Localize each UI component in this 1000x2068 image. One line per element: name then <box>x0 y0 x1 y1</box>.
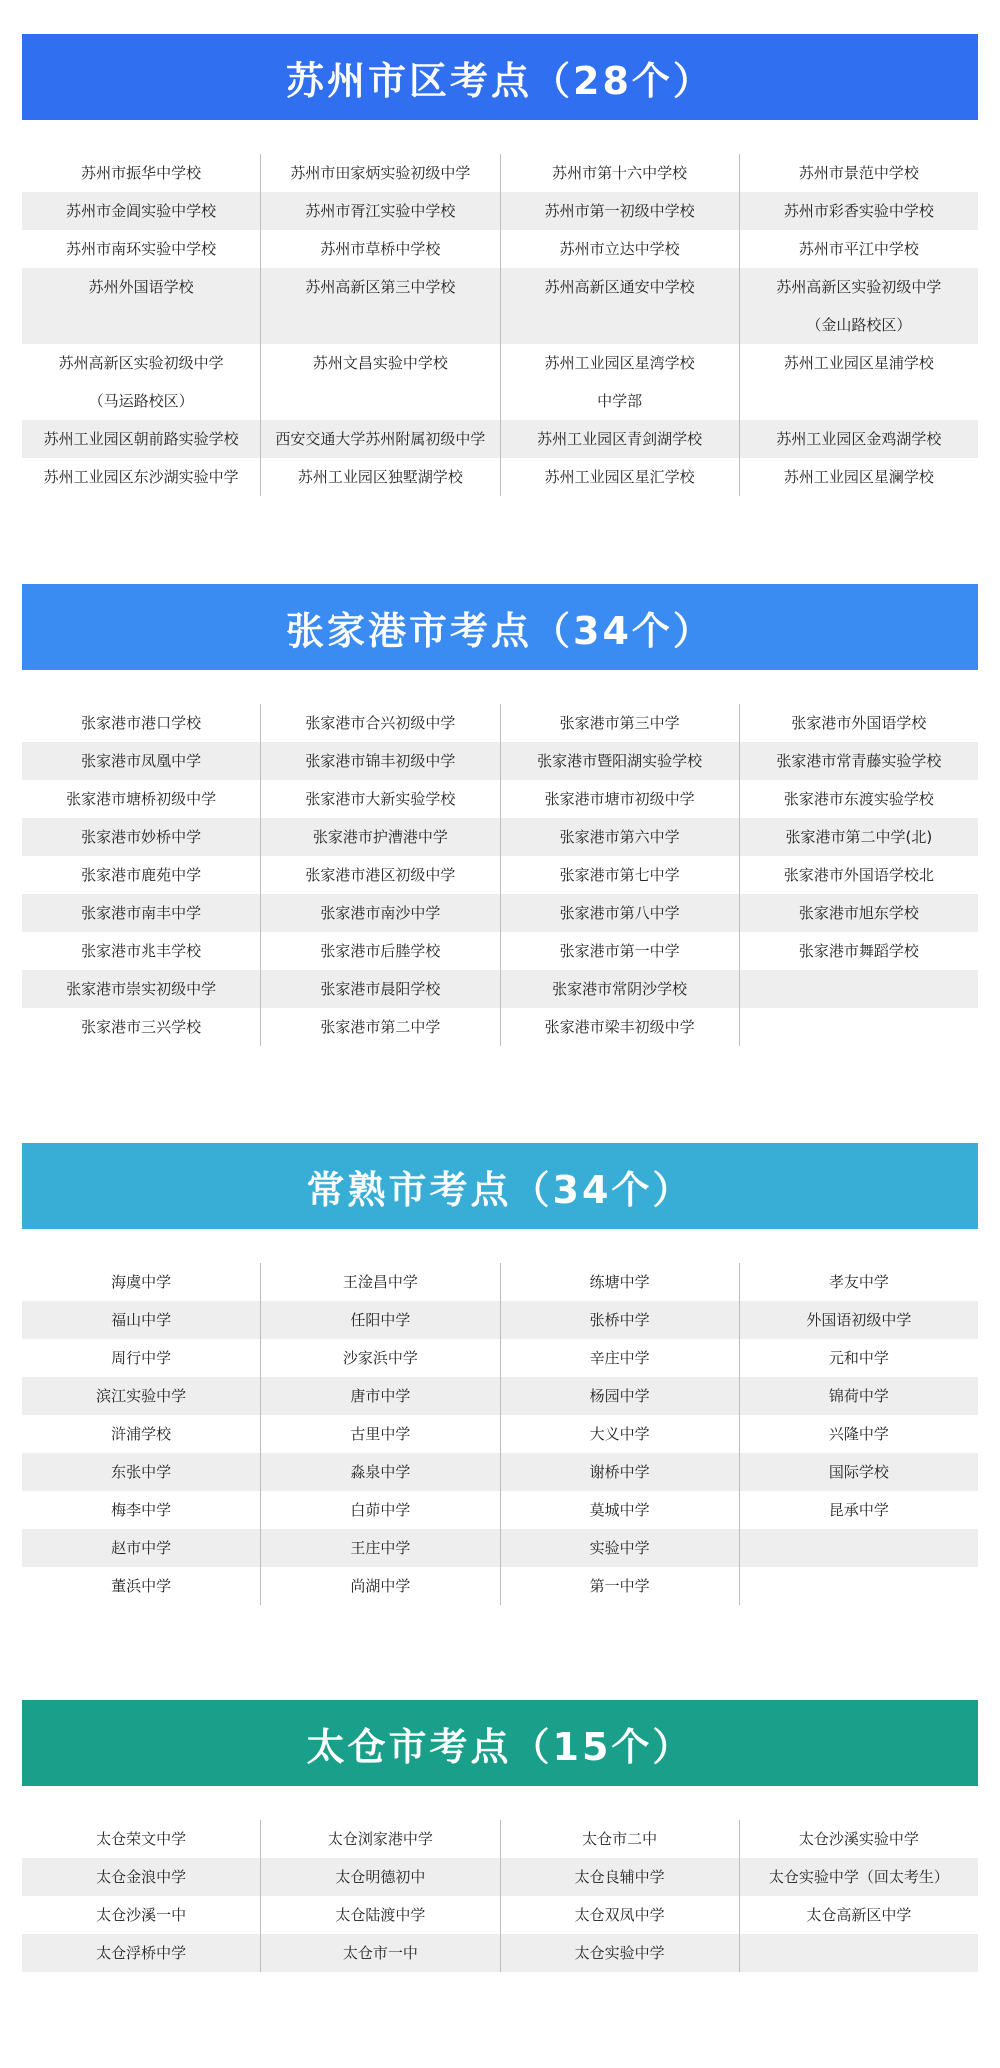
site-cell <box>740 1301 978 1339</box>
site-cell <box>740 268 978 344</box>
site-cell <box>501 1567 739 1605</box>
site-name: 苏州市草桥中学校 <box>320 240 441 258</box>
site-name: 苏州市振华中学校 <box>81 164 202 182</box>
site-name: 辛庄中学 <box>589 1349 650 1367</box>
site-cell <box>740 1858 978 1896</box>
grid-column-3 <box>500 1263 739 1605</box>
site-cell <box>22 420 260 458</box>
site-name: 张家港市港区初级中学 <box>305 866 456 884</box>
site-name: 张家港市梁丰初级中学 <box>544 1018 695 1036</box>
site-name: 苏州工业园区朝前路实验学校 <box>43 430 239 448</box>
site-name: 孝友中学 <box>828 1273 889 1291</box>
site-cell <box>501 1301 739 1339</box>
site-cell <box>501 1896 739 1934</box>
grid-column-1 <box>22 1820 260 1972</box>
site-cell <box>261 742 499 780</box>
site-name: 张家港市大新实验学校 <box>305 790 456 808</box>
section-3 <box>22 1143 978 1605</box>
site-cell <box>22 704 260 742</box>
site-name: 苏州工业园区星湾学校 <box>544 354 695 372</box>
site-name: 张家港市护漕港中学 <box>312 828 448 846</box>
site-name: 张家港市三兴学校 <box>81 1018 202 1036</box>
site-name: 张家港市塘市初级中学 <box>544 790 695 808</box>
site-name: 苏州市胥江实验中学校 <box>305 202 456 220</box>
site-cell <box>501 932 739 970</box>
site-name: 太仓良辅中学 <box>574 1868 665 1886</box>
site-cell <box>22 1529 260 1567</box>
site-cell <box>501 1529 739 1567</box>
site-cell <box>261 1377 499 1415</box>
site-cell <box>501 1820 739 1858</box>
site-name: 苏州市第一初级中学校 <box>544 202 695 220</box>
site-name: 张家港市东渡实验学校 <box>783 790 934 808</box>
site-cell <box>261 344 499 420</box>
site-name: 苏州外国语学校 <box>88 278 194 296</box>
site-cell <box>501 1263 739 1301</box>
site-cell <box>22 268 260 344</box>
site-name: 太仓实验中学 <box>574 1944 665 1962</box>
site-cell <box>261 894 499 932</box>
site-name: 苏州工业园区星汇学校 <box>544 468 695 486</box>
site-name: 王淦昌中学 <box>342 1273 418 1291</box>
site-name: 张家港市第七中学 <box>559 866 680 884</box>
site-cell <box>501 818 739 856</box>
site-cell <box>501 742 739 780</box>
grid-column-2 <box>260 154 499 496</box>
site-cell <box>261 1453 499 1491</box>
site-name: 淼泉中学 <box>350 1463 411 1481</box>
site-name: 张家港市锦丰初级中学 <box>305 752 456 770</box>
site-cell <box>261 704 499 742</box>
section-title-banner: 太仓市考点（15个） <box>22 1700 978 1786</box>
site-name: 张家港市第三中学 <box>559 714 680 732</box>
site-cell <box>501 154 739 192</box>
site-cell <box>261 1567 499 1605</box>
site-cell <box>740 818 978 856</box>
site-cell <box>22 742 260 780</box>
site-name: 张家港市鹿苑中学 <box>81 866 202 884</box>
site-name: 太仓实验中学（回太考生） <box>768 1868 949 1886</box>
site-name: 董浜中学 <box>111 1577 172 1595</box>
site-name: 太仓市二中 <box>582 1830 658 1848</box>
grid-column-1 <box>22 154 260 496</box>
site-name: 太仓沙溪一中 <box>96 1906 187 1924</box>
site-name: 太仓陆渡中学 <box>335 1906 426 1924</box>
site-name: 张家港市第八中学 <box>559 904 680 922</box>
sites-grid <box>22 1263 978 1605</box>
site-name: 沙家浜中学 <box>342 1349 418 1367</box>
site-cell <box>261 1339 499 1377</box>
site-cell <box>22 780 260 818</box>
grid-column-1 <box>22 704 260 1046</box>
site-cell <box>740 1934 978 1972</box>
site-name: 张家港市常青藤实验学校 <box>776 752 942 770</box>
site-cell <box>22 818 260 856</box>
site-name: 苏州工业园区金鸡湖学校 <box>776 430 942 448</box>
site-name: 太仓双凤中学 <box>574 1906 665 1924</box>
site-name: 苏州市金阊实验中学校 <box>66 202 217 220</box>
site-cell <box>501 1415 739 1453</box>
site-cell <box>261 970 499 1008</box>
grid-column-1 <box>22 1263 260 1605</box>
site-name: 苏州高新区实验初级中学 <box>776 278 942 296</box>
site-name: 张家港市暨阳湖实验学校 <box>537 752 703 770</box>
site-name: （马运路校区） <box>88 392 194 410</box>
site-name: 梅李中学 <box>111 1501 172 1519</box>
site-cell <box>22 1896 260 1934</box>
grid-column-2 <box>260 704 499 1046</box>
site-cell <box>740 1896 978 1934</box>
site-cell <box>501 420 739 458</box>
site-cell <box>740 1453 978 1491</box>
site-cell <box>740 704 978 742</box>
site-cell <box>261 1008 499 1046</box>
site-name: 太仓浏家港中学 <box>327 1830 433 1848</box>
site-cell <box>261 1491 499 1529</box>
site-name: 苏州市立达中学校 <box>559 240 680 258</box>
site-cell <box>740 192 978 230</box>
site-name: 苏州市第十六中学校 <box>552 164 688 182</box>
site-cell <box>740 1008 978 1046</box>
site-cell <box>501 780 739 818</box>
site-name: 实验中学 <box>589 1539 650 1557</box>
site-name: 第一中学 <box>589 1577 650 1595</box>
site-cell <box>22 1453 260 1491</box>
section-1 <box>22 34 978 496</box>
site-name: 太仓金浪中学 <box>96 1868 187 1886</box>
site-name: 张家港市旭东学校 <box>798 904 919 922</box>
site-name: 国际学校 <box>828 1463 889 1481</box>
site-name: 张家港市第一中学 <box>559 942 680 960</box>
site-cell <box>740 742 978 780</box>
site-cell <box>261 1934 499 1972</box>
site-name: 张家港市第二中学 <box>320 1018 441 1036</box>
site-cell <box>261 780 499 818</box>
site-cell <box>501 458 739 496</box>
site-cell <box>261 1415 499 1453</box>
site-cell <box>261 1529 499 1567</box>
site-name: 苏州工业园区东沙湖实验中学 <box>43 468 239 486</box>
site-cell <box>740 1529 978 1567</box>
site-name: 张家港市外国语学校 <box>791 714 927 732</box>
site-cell <box>501 1858 739 1896</box>
site-name: 苏州工业园区青剑湖学校 <box>537 430 703 448</box>
sites-grid <box>22 154 978 496</box>
site-name: 外国语初级中学 <box>806 1311 912 1329</box>
site-cell <box>740 154 978 192</box>
section-title-banner: 苏州市区考点（28个） <box>22 34 978 120</box>
site-name: 福山中学 <box>111 1311 172 1329</box>
site-name: 大义中学 <box>589 1425 650 1443</box>
site-name: 苏州文昌实验中学校 <box>312 354 448 372</box>
site-name: 任阳中学 <box>350 1311 411 1329</box>
site-cell <box>22 1820 260 1858</box>
site-cell <box>261 268 499 344</box>
site-name: 王庄中学 <box>350 1539 411 1557</box>
site-name: 太仓荣文中学 <box>96 1830 187 1848</box>
grid-column-4 <box>739 154 978 496</box>
site-cell <box>261 818 499 856</box>
site-name: 张家港市第六中学 <box>559 828 680 846</box>
site-name: 张家港市妙桥中学 <box>81 828 202 846</box>
site-cell <box>740 894 978 932</box>
site-name: 张家港市兆丰学校 <box>81 942 202 960</box>
site-name: 周行中学 <box>111 1349 172 1367</box>
site-cell <box>261 856 499 894</box>
grid-column-4 <box>739 1820 978 1972</box>
site-name: 苏州高新区第三中学校 <box>305 278 456 296</box>
site-name: 苏州工业园区星澜学校 <box>783 468 934 486</box>
site-cell <box>22 192 260 230</box>
site-name: （金山路校区） <box>806 316 912 334</box>
site-name: 太仓市一中 <box>342 1944 418 1962</box>
site-cell <box>22 1934 260 1972</box>
site-cell <box>22 894 260 932</box>
site-cell <box>501 970 739 1008</box>
site-name: 太仓浮桥中学 <box>96 1944 187 1962</box>
site-cell <box>261 458 499 496</box>
site-cell <box>22 1301 260 1339</box>
site-cell <box>501 344 739 420</box>
site-cell <box>22 344 260 420</box>
site-cell <box>261 420 499 458</box>
site-name: 张家港市港口学校 <box>81 714 202 732</box>
section-2 <box>22 584 978 1046</box>
site-cell <box>740 1415 978 1453</box>
site-cell <box>740 780 978 818</box>
site-name: 中学部 <box>597 392 643 410</box>
site-name: 张家港市南丰中学 <box>81 904 202 922</box>
site-name: 张家港市晨阳学校 <box>320 980 441 998</box>
grid-column-2 <box>260 1263 499 1605</box>
site-name: 元和中学 <box>828 1349 889 1367</box>
site-cell <box>261 1301 499 1339</box>
site-name: 浒浦学校 <box>111 1425 172 1443</box>
site-cell <box>740 856 978 894</box>
site-cell <box>22 154 260 192</box>
site-name: 东张中学 <box>111 1463 172 1481</box>
site-cell <box>261 1896 499 1934</box>
site-cell <box>22 1377 260 1415</box>
section-4 <box>22 1700 978 1972</box>
grid-column-3 <box>500 154 739 496</box>
site-name: 苏州市平江中学校 <box>798 240 919 258</box>
site-name: 谢桥中学 <box>589 1463 650 1481</box>
grid-column-3 <box>500 704 739 1046</box>
site-name: 张家港市第二中学(北) <box>785 828 933 846</box>
site-cell <box>740 1567 978 1605</box>
site-name: 杨园中学 <box>589 1387 650 1405</box>
site-name: 昆承中学 <box>828 1501 889 1519</box>
site-name: 赵市中学 <box>111 1539 172 1557</box>
site-cell <box>740 344 978 420</box>
site-cell <box>740 1263 978 1301</box>
site-cell <box>22 970 260 1008</box>
site-name: 苏州高新区通安中学校 <box>544 278 695 296</box>
site-name: 张家港市塘桥初级中学 <box>66 790 217 808</box>
site-cell <box>22 856 260 894</box>
sites-grid <box>22 704 978 1046</box>
site-cell <box>501 268 739 344</box>
site-cell <box>261 192 499 230</box>
site-cell <box>22 458 260 496</box>
site-cell <box>740 970 978 1008</box>
site-cell <box>501 230 739 268</box>
site-cell <box>501 1008 739 1046</box>
site-cell <box>261 1858 499 1896</box>
site-cell <box>740 1820 978 1858</box>
section-title-banner: 张家港市考点（34个） <box>22 584 978 670</box>
site-name: 练塘中学 <box>589 1273 650 1291</box>
site-name: 莫城中学 <box>589 1501 650 1519</box>
site-name: 苏州市景范中学校 <box>798 164 919 182</box>
site-cell <box>740 230 978 268</box>
section-title-banner: 常熟市考点（34个） <box>22 1143 978 1229</box>
sites-grid <box>22 1820 978 1972</box>
site-name: 张家港市南沙中学 <box>320 904 441 922</box>
site-name: 唐市中学 <box>350 1387 411 1405</box>
site-cell <box>22 230 260 268</box>
site-name: 张家港市合兴初级中学 <box>305 714 456 732</box>
grid-column-4 <box>739 704 978 1046</box>
site-cell <box>501 1453 739 1491</box>
site-cell <box>740 932 978 970</box>
site-name: 苏州市彩香实验中学校 <box>783 202 934 220</box>
site-name: 张家港市外国语学校北 <box>783 866 934 884</box>
site-name: 古里中学 <box>350 1425 411 1443</box>
site-name: 张家港市崇实初级中学 <box>66 980 217 998</box>
site-name: 张桥中学 <box>589 1311 650 1329</box>
site-cell <box>22 1008 260 1046</box>
site-cell <box>501 1934 739 1972</box>
site-cell <box>501 1491 739 1529</box>
site-name: 太仓高新区中学 <box>806 1906 912 1924</box>
grid-column-2 <box>260 1820 499 1972</box>
site-cell <box>22 932 260 970</box>
site-cell <box>22 1415 260 1453</box>
site-cell <box>22 1491 260 1529</box>
site-name: 张家港市后塍学校 <box>320 942 441 960</box>
site-cell <box>501 894 739 932</box>
site-cell <box>501 1377 739 1415</box>
site-name: 太仓沙溪实验中学 <box>798 1830 919 1848</box>
site-cell <box>501 1339 739 1377</box>
site-cell <box>22 1339 260 1377</box>
site-name: 兴隆中学 <box>828 1425 889 1443</box>
site-cell <box>740 1491 978 1529</box>
site-name: 太仓明德初中 <box>335 1868 426 1886</box>
site-cell <box>501 192 739 230</box>
site-cell <box>740 458 978 496</box>
site-cell <box>501 704 739 742</box>
site-cell <box>740 1377 978 1415</box>
site-cell <box>261 932 499 970</box>
site-cell <box>261 230 499 268</box>
site-name: 苏州市南环实验中学校 <box>66 240 217 258</box>
site-cell <box>740 1339 978 1377</box>
site-name: 苏州高新区实验初级中学 <box>58 354 224 372</box>
site-cell <box>261 154 499 192</box>
site-cell <box>501 856 739 894</box>
site-cell <box>740 420 978 458</box>
site-name: 苏州工业园区独墅湖学校 <box>297 468 463 486</box>
site-name: 张家港市凤凰中学 <box>81 752 202 770</box>
site-name: 张家港市舞蹈学校 <box>798 942 919 960</box>
site-cell <box>261 1263 499 1301</box>
grid-column-3 <box>500 1820 739 1972</box>
site-cell <box>22 1263 260 1301</box>
site-name: 海虞中学 <box>111 1273 172 1291</box>
site-name: 西安交通大学苏州附属初级中学 <box>275 430 486 448</box>
site-name: 苏州工业园区星浦学校 <box>783 354 934 372</box>
site-name: 尚湖中学 <box>350 1577 411 1595</box>
site-name: 张家港市常阴沙学校 <box>552 980 688 998</box>
site-name: 白茆中学 <box>350 1501 411 1519</box>
site-cell <box>261 1820 499 1858</box>
grid-column-4 <box>739 1263 978 1605</box>
site-name: 苏州市田家炳实验初级中学 <box>290 164 471 182</box>
site-name: 滨江实验中学 <box>96 1387 187 1405</box>
site-name: 锦荷中学 <box>828 1387 889 1405</box>
site-cell <box>22 1567 260 1605</box>
site-cell <box>22 1858 260 1896</box>
